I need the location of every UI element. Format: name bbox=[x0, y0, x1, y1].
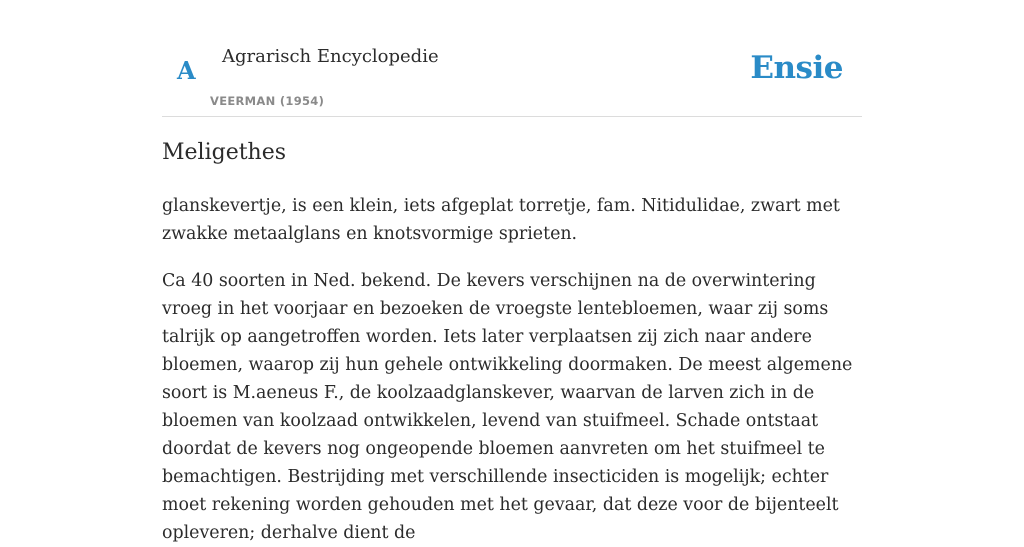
source-title-link[interactable]: Agrarisch Encyclopedie bbox=[222, 46, 439, 67]
page-content bbox=[162, 0, 862, 543]
source-header bbox=[162, 0, 862, 117]
entry-title: Meligethes bbox=[162, 140, 287, 165]
source-author-year: VEERMAN (1954) bbox=[210, 94, 325, 108]
entry-paragraph-1: glanskevertje, is een klein, iets afgeplat torretje, fam. Nitidulidae, zwart met zwakke metaalglans en knotsvormige sprieten. bbox=[162, 196, 840, 244]
entry-paragraph-2: Ca 40 soorten in Ned. bekend. De kevers verschijnen na de overwintering vroeg in het voorjaar en bezoeken de vroegste lentebloemen, waar zij soms talrijk op aangetroffen worden. Iets later verplaatsen zij zich naar andere bloemen, waarop zij hun gehele ontwikkeling doormaken. De meest algemene soort is M.aeneus F., de koolzaadglanskever, waarvan de larven zich in de bloemen van koolzaad ontwikkelen, levend van stuifmeel. Schade ontstaat doordat de kevers nog ongeopende bloemen aanvreten om het stuifmeel te bemachtigen. Bestrijding met verschillende insecticiden is mogelijk; echter moet rekening worden gehouden met het gevaar, dat deze voor de bijenteelt opleveren; derhalve dient de bbox=[162, 271, 853, 543]
ensie-logo[interactable]: Ensie bbox=[750, 50, 843, 86]
letter-index-link[interactable]: A bbox=[177, 56, 196, 85]
